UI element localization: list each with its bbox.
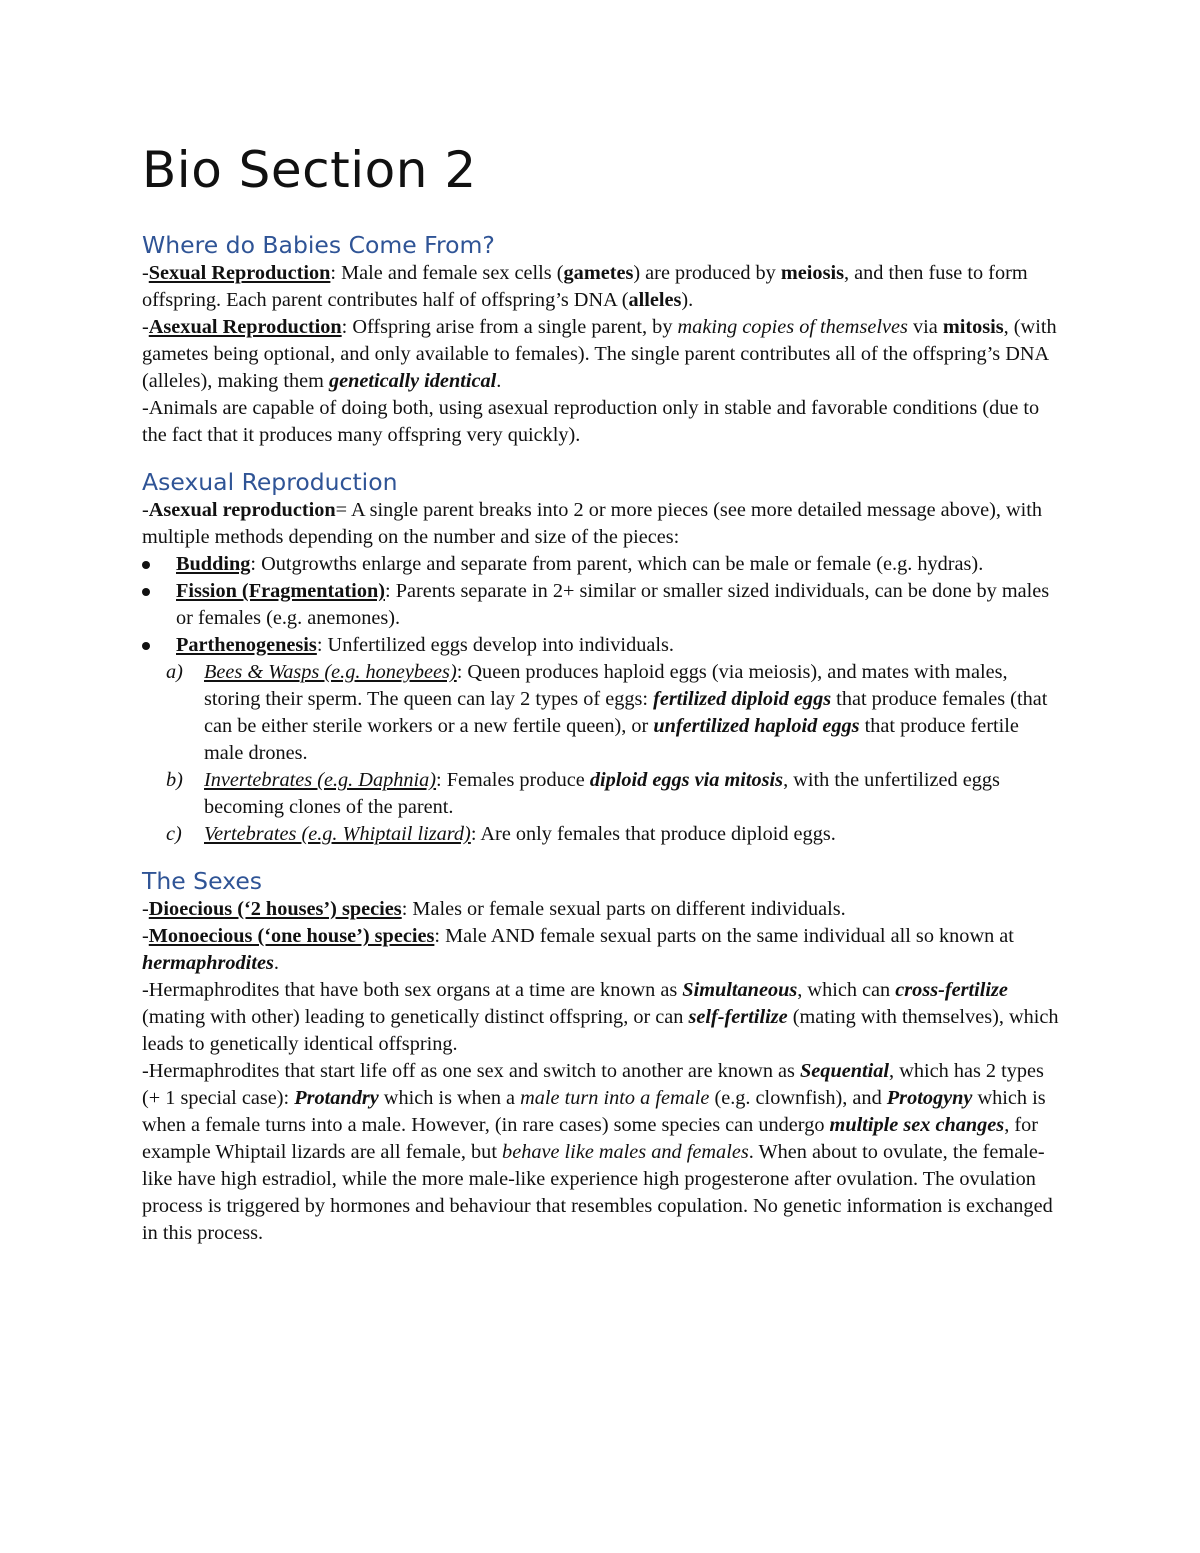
paragraph-animals-both: -Animals are capable of doing both, using asexual reproduction only in stable and favorable conditions (due to the fact that it produces many offspring very quickly). bbox=[142, 397, 1040, 446]
paragraph-asexual-reproduction: -Asexual Reproduction: Offspring arise from a single parent, by making copies of themselves via mitosis, (with gametes being optional, and only available to females). The single parent contributes all of the offspring’s DNA (alleles), making them genetically identical. bbox=[142, 316, 1057, 392]
term-sexual-reproduction: Sexual Reproduction bbox=[148, 262, 331, 284]
heading-asexual-reproduction: Asexual Reproduction bbox=[142, 468, 398, 496]
list-item-budding: Budding: Outgrowths enlarge and separate from parent, which can be male or female (e.g. hydras). bbox=[142, 551, 1062, 578]
bullet-icon bbox=[142, 642, 150, 650]
document-title: Bio Section 2 bbox=[142, 141, 477, 199]
document-body bbox=[142, 140, 1062, 1247]
parthenogenesis-sublist bbox=[142, 659, 1062, 848]
list-item-fission: Fission (Fragmentation): Parents separate in 2+ similar or smaller sized individuals, can be done by males or females (e.g. anemones). bbox=[142, 578, 1062, 632]
term-asexual-reproduction: Asexual Reproduction bbox=[148, 316, 342, 338]
paragraph-sexual-reproduction: -Sexual Reproduction: Male and female sex cells (gametes) are produced by meiosis, and then fuse to form offspring. Each parent contributes half of offspring’s DNA (alleles). bbox=[142, 262, 1028, 311]
paragraph-sequential: -Hermaphrodites that start life off as one sex and switch to another are known as Sequential, which has 2 types (+ 1 special case): Protandry which is when a male turn into a female (e.g. clownfish), and Protogyny which is when a female turns into a male. However, (in rare cases) some species can undergo multiple sex changes, for example Whiptail lizards are all female, but behave like males and females. When about to ovulate, the female-like have high estradiol, while the more male-like experience high progesterone after ovulation. The ovulation process is triggered by hormones and behaviour that resembles copulation. No genetic information is exchanged in this process. bbox=[142, 1060, 1053, 1244]
sublist-item-bees-wasps: a) Bees & Wasps (e.g. honeybees): Queen produces haploid eggs (via meiosis), and mates with males, storing their sperm. The queen can lay 2 types of eggs: fertilized diploid eggs that produce females (that can be either sterile workers or a new fertile queen), or unfertilized haploid eggs that produce fertile male drones. bbox=[166, 661, 1048, 764]
paragraph-asexual-definition: -Asexual reproduction= A single parent breaks into 2 or more pieces (see more detailed message above), with multiple methods depending on the number and size of the pieces: bbox=[142, 499, 1043, 548]
paragraph-dioecious: -Dioecious (‘2 houses’) species: Males or female sexual parts on different individuals. bbox=[142, 898, 846, 920]
bullet-icon bbox=[142, 561, 150, 569]
paragraph-monoecious: -Monoecious (‘one house’) species: Male AND female sexual parts on the same individual all so known at hermaphrodites. bbox=[142, 925, 1014, 974]
list-item-parthenogenesis: Parthenogenesis: Unfertilized eggs develop into individuals. bbox=[142, 632, 1062, 659]
sublist-item-invertebrates: b) Invertebrates (e.g. Daphnia): Females produce diploid eggs via mitosis, with the unfertilized eggs becoming clones of the parent. bbox=[166, 769, 1000, 818]
paragraph-simultaneous: -Hermaphrodites that have both sex organs at a time are known as Simultaneous, which can cross-fertilize (mating with other) leading to genetically distinct offspring, or can self-fertilize (mating with themselves), which leads to genetically identical offspring. bbox=[142, 979, 1059, 1055]
sublist-item-vertebrates: c) Vertebrates (e.g. Whiptail lizard): Are only females that produce diploid eggs. bbox=[166, 823, 836, 845]
bullet-icon bbox=[142, 588, 150, 596]
methods-list bbox=[142, 551, 1062, 659]
heading-where-do-babies-come-from: Where do Babies Come From? bbox=[142, 231, 495, 259]
heading-the-sexes: The Sexes bbox=[142, 867, 263, 895]
